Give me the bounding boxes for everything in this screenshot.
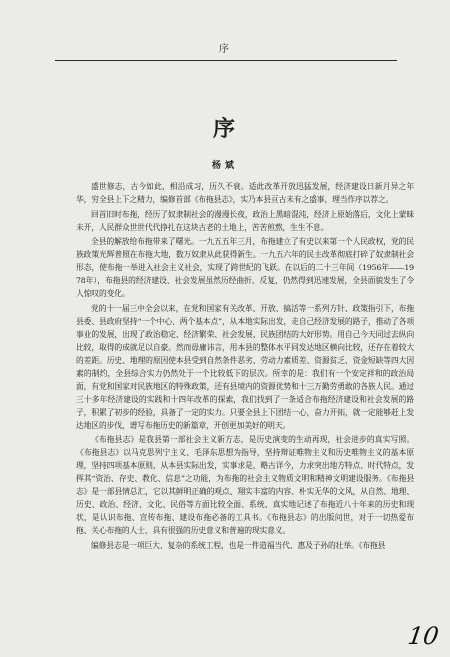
preface-body (76, 180, 414, 554)
paragraph: 盛世修志，古今如此，相沿成习，历久不衰。适此改革开放迅猛发展，经济建设日新月异之年华，穷全县上下之精力，编修首部《布拖县志》，实乃本县亘古未有之盛事，理当作序以荐之。 (76, 182, 414, 204)
paragraph: 编修县志是一项巨大、复杂的系统工程，也是一件造福当代、惠及子孙的壮举。《布拖县 (91, 540, 386, 550)
header-rule (55, 60, 397, 61)
author-name: 杨斌 (211, 161, 238, 171)
paragraph: 全县的解放给布拖带来了曙光。一九五五年三月，布拖建立了有史以来第一个人民政权，党的民族政策光辉普照在布拖大地，数万奴隶从此获得新生。一九五六年的民主改革彻底打碎了奴隶制社会形态，使布拖一举进入社会主义社会，实现了跨世纪的飞跃。在以后的二十三年间（1956年——1978年），布拖县的经济建设、社会发展虽然历经曲折、反复，仍然得到迅速发展，全县面貌发生了令人惊叹的变化。 (76, 237, 414, 299)
running-header: 序 (219, 44, 231, 55)
paragraph: 回首旧时布拖，经历了奴隶制社会的漫漫长夜，政治上黑暗混沌，经济上原始落后，文化上蒙昧未开，人民群众世世代代挣扎在这块古老的土地上，苦苦煎熬，生生不息。 (76, 209, 414, 232)
paragraph: 党的十一届三中全会以来，在党和国家有关改革、开放、搞活等一系列方针、政策指引下，布拖县委、县政府坚持“一个中心、两个基本点”，从本地实际出发，走自己经济发展的路子，推动了各项事业的发展，出现了政治稳定、经济繁荣、社会发展、民族团结的大好形势。用自己今天同过去纵向比较，取得的成就足以自豪。然而毋庸讳言，用本县的整体水平同发达地区横向比较，还存在着较大的差距。历史、地理的原因使本县受到自然条件恶劣、劳动力素质差、资源贫乏、资金短缺等四大因素的制约，全县综合实力仍然处于一个比较低下的层次。所幸的是：我们有一个安定祥和的政治局面，有党和国家对民族地区的特殊政策，还有县境内的资源优势和十三万勤劳勇敢的各族人民。通过三十多年经济建设的实践和十四年改革的探索，我们找到了一条适合布拖经济建设和社会发展的路子，积累了初步的经验，具备了一定的实力。只要全县上下团结一心，奋力开拓，就一定能够赶上发达地区的步伐，谱写布拖历史的新篇章，开创更加美好的明天。 (76, 303, 414, 430)
page-title: 序 (212, 116, 237, 142)
page-number: 10 (406, 622, 441, 650)
paragraph: 《布拖县志》是我县第一部社会主义新方志，是历史演变的生动再现，社会进步的真实写照。《布拖县志》以马克思列宁主义、毛泽东思想为指导，坚持辩证唯物主义和历史唯物主义的基本原理，坚持四项基本原则，从本县实际出发，实事求是，略古详今，力求突出地方特点、时代特点，发挥其“资治、存史、教化、信息”之功能，为布拖的社会主义物质文明和精神文明建设服务。《布拖县志》是一部县情总汇，它以其鲜明正确的观点、翔实丰富的内容、朴实无华的文风，从自然、地理、历史、政治、经济、文化、民俗等方面比较全面、系统、真实地记述了布拖近八十年来的历史和现状，是认识布拖、宣传布拖、建设布拖必备的工具书。《布拖县志》的出版问世，对于一切热爱布拖、关心布拖的人士，具有很强的历史意义和普遍的现实意义。 (76, 435, 414, 536)
